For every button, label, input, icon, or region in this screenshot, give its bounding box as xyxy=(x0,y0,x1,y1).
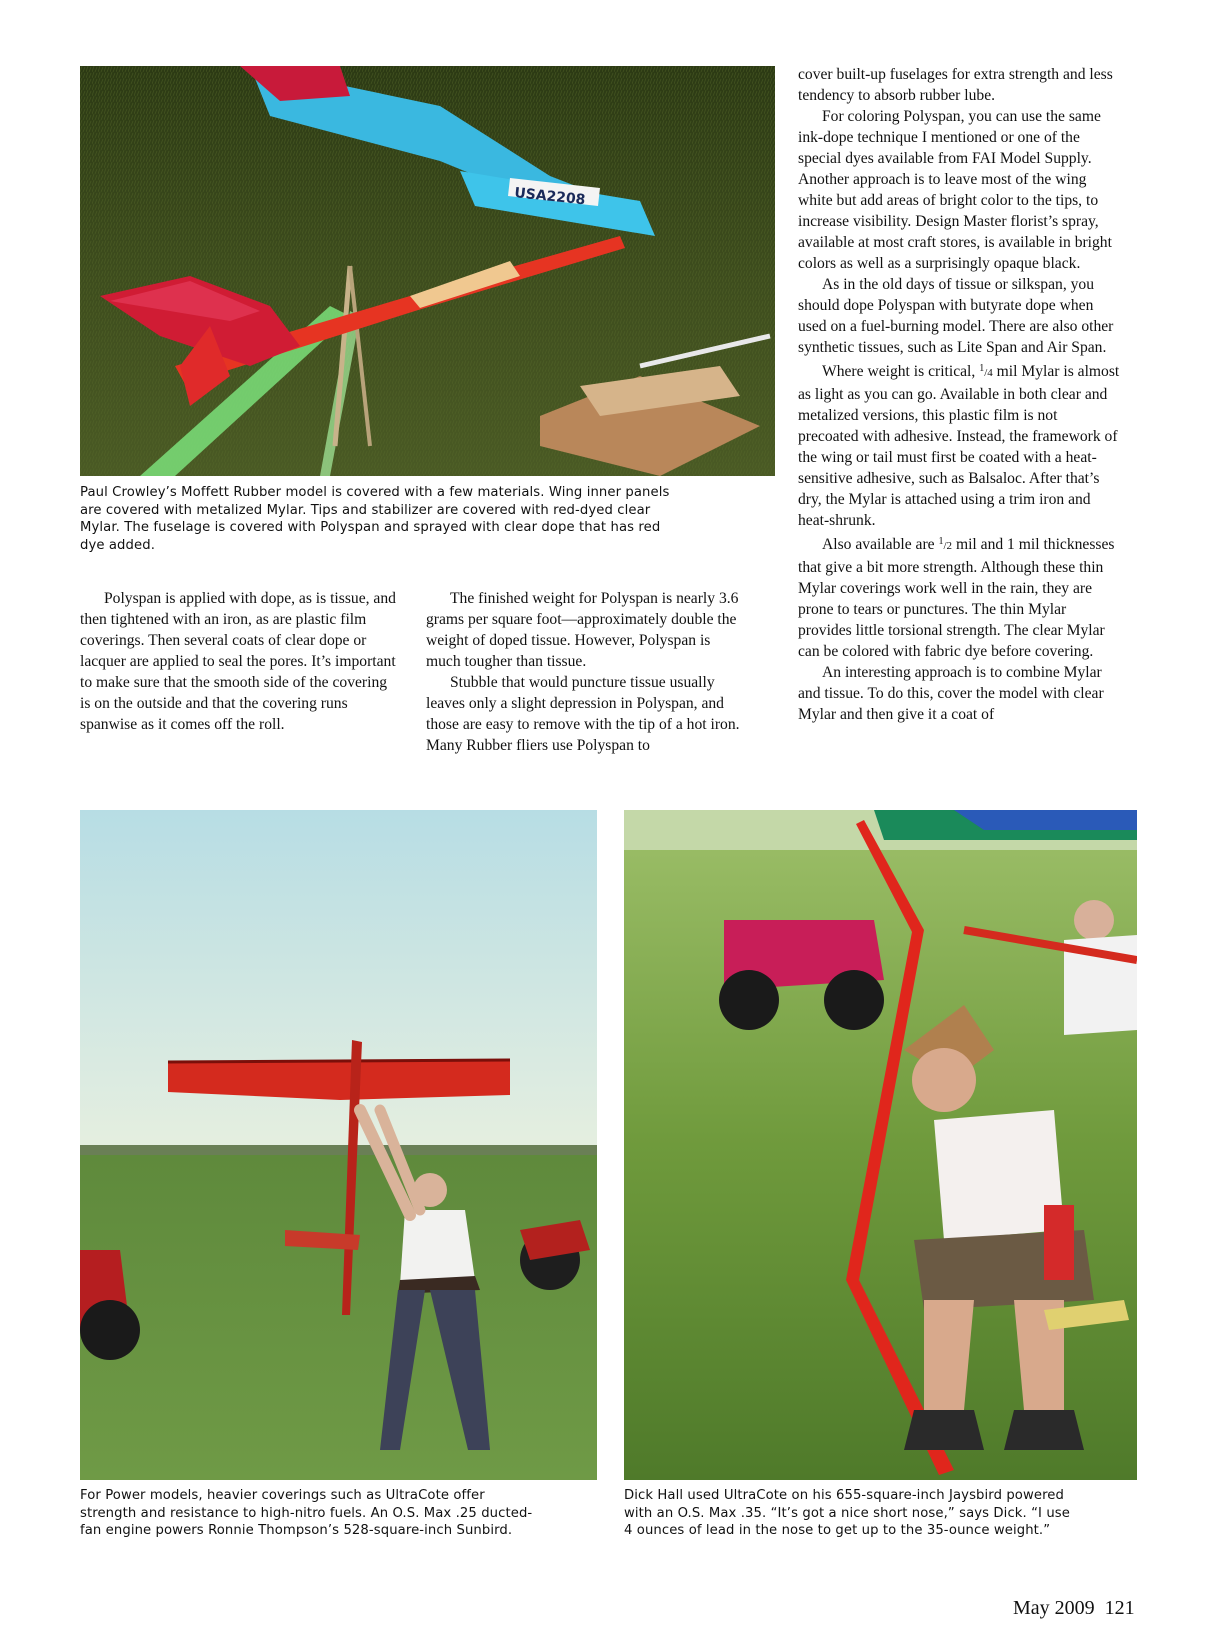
caption-line: dye added. xyxy=(80,537,155,553)
caption-line: fan engine powers Ronnie Thompson’s 528-square-inch Sunbird. xyxy=(80,1523,513,1538)
caption-line: 4 ounces of lead in the nose to get up to the 35-ounce weight.” xyxy=(624,1523,1051,1538)
caption-line: Paul Crowley’s Moffett Rubber model is covered with a few materials. Wing inner panels xyxy=(80,485,670,500)
paragraph: Polyspan is applied with dope, as is tissue, and then tightened with an iron, as are plastic film coverings. Then several coats of clear dope or lacquer are applied to seal the pores. It’s important to make sure that the smooth side of the covering is on the outside and that the covering runs spanwise as it comes off the roll. xyxy=(80,590,396,733)
paragraph-text: mil Mylar is almost as light as you can go. Available in both clear and metalized versions, this plastic film is not precoated with adhesive. Instead, the framework of the wing or tail must first be coated with a heat-sensitive adhesive, such as Balsaloc. After that’s dry, the Mylar is attached using a trim iron and heat-shrunk. xyxy=(798,363,1120,529)
fraction-denominator: /4 xyxy=(984,367,993,379)
caption-top xyxy=(80,484,775,554)
fraction-numerator: 1 xyxy=(938,536,944,547)
caption-line: Mylar. The fuselage is covered with Polyspan and sprayed with clear dope that has red xyxy=(80,520,661,535)
caption-line: Dick Hall used UltraCote on his 655-square-inch Jaysbird powered xyxy=(624,1488,1064,1503)
article-column-left xyxy=(80,588,398,735)
paragraph-text: Also available are xyxy=(822,536,935,553)
page-folio xyxy=(1013,1597,1135,1620)
registration-mark: USA2208 xyxy=(513,185,587,209)
paragraph: As in the old days of tissue or silkspan, you should dope Polyspan with butyrate dope when used on a fuel-burning model. There are also other synthetic tissues, such as Lite Span and Air Span. xyxy=(798,276,1114,356)
article-column-right xyxy=(798,64,1120,725)
fraction-denominator: /2 xyxy=(943,540,953,552)
caption-bottom-left xyxy=(80,1487,597,1540)
paragraph-text: Where weight is critical, xyxy=(822,363,976,380)
page-number: 121 xyxy=(1104,1597,1135,1619)
paragraph xyxy=(798,358,1120,531)
caption-line: For Power models, heavier coverings such as UltraCote offer xyxy=(80,1488,485,1503)
paragraph xyxy=(798,531,1120,662)
paragraph: The finished weight for Polyspan is nearly 3.6 grams per square foot—approximately double the weight of doped tissue. However, Polyspan is much tougher than tissue. xyxy=(426,590,739,670)
caption-line: strength and resistance to high-nitro fuels. An O.S. Max .25 ducted- xyxy=(80,1505,533,1521)
paragraph-text: mil and 1 mil thicknesses that give a bit more strength. Although these thin Mylar coverings work well in the rain, they are prone to tears or punctures. The thin Mylar provides little torsional strength. The clear Mylar can be colored with fabric dye before covering. xyxy=(798,536,1115,660)
paragraph: An interesting approach is to combine Mylar and tissue. To do this, cover the model with clear Mylar and then give it a coat of xyxy=(798,664,1104,723)
caption-line: with an O.S. Max .35. “It’s got a nice short nose,” says Dick. “I use xyxy=(624,1505,1070,1521)
photo-sunbird-launch xyxy=(80,810,597,1480)
folio-date: May 2009 xyxy=(1013,1597,1095,1619)
article-column-middle xyxy=(426,588,748,756)
paragraph: Stubble that would puncture tissue usually leaves only a slight depression in Polyspan, and those are easy to remove with the tip of a hot iron. Many Rubber fliers use Polyspan to xyxy=(426,674,740,754)
paragraph: For coloring Polyspan, you can use the same ink-dope technique I mentioned or one of the special dyes available from FAI Model Supply. Another approach is to leave most of the wing white but add areas of bright color to the tips, to increase visibility. Design Master florist’s spray, available at most craft stores, is available in bright colors as well as a surprisingly opaque black. xyxy=(798,108,1112,272)
photo-moffett-model xyxy=(80,66,775,476)
photo-jaysbird-pilot xyxy=(624,810,1137,1480)
caption-bottom-right xyxy=(624,1487,1137,1540)
paragraph: cover built-up fuselages for extra strength and less tendency to absorb rubber lube. xyxy=(798,66,1113,104)
fraction-numerator: 1 xyxy=(979,363,985,374)
caption-line: are covered with metalized Mylar. Tips and stabilizer are covered with red-dyed clear xyxy=(80,502,651,518)
